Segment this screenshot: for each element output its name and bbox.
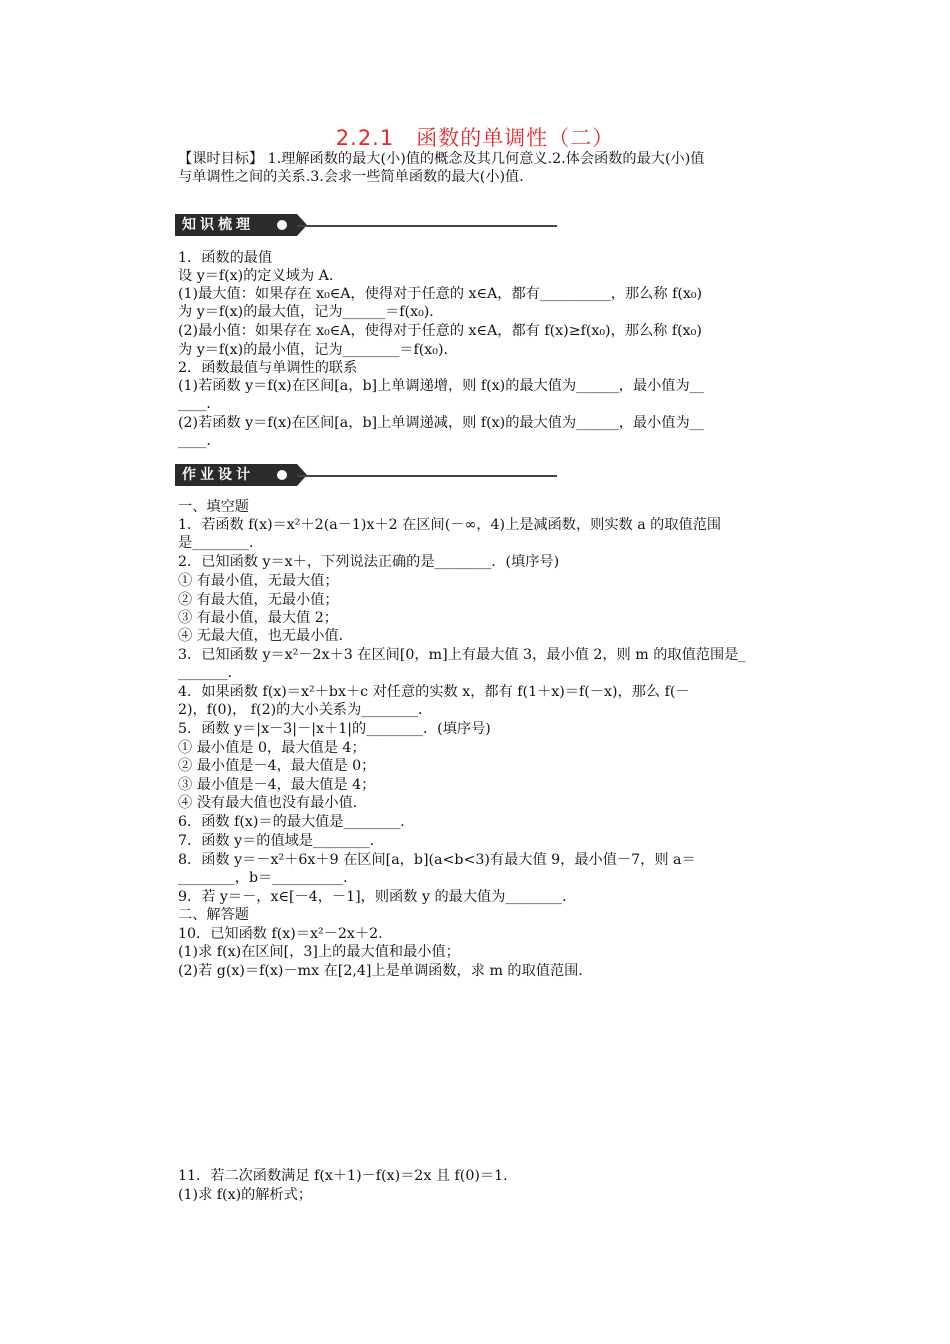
text-line: (2)若函数 y＝f(x)在区间[a，b]上单调递减，则 f(x)的最大值为______，最小值为__ (178, 415, 704, 431)
text-line: 5．函数 y＝|x－3|－|x＋1|的________．(填序号) (178, 721, 491, 737)
text-line: 7．函数 y＝的值域是________． (178, 833, 384, 849)
header-rule (297, 225, 557, 227)
text-line: 11．若二次函数满足 f(x＋1)－f(x)＝2x 且 f(0)＝1. (178, 1168, 508, 1184)
text-line: ____． (178, 396, 221, 412)
text-line: ④ 无最大值，也无最小值． (178, 628, 353, 644)
text-line: 9．若 y＝－，x∈[－4，－1]，则函数 y 的最大值为________． (178, 889, 577, 905)
text-line: 4．如果函数 f(x)＝x²＋bx＋c 对任意的实数 x，都有 f(1＋x)＝f(－x)，那么 f(－ (178, 684, 690, 700)
text-line: ____． (178, 433, 221, 449)
text-line: (2)若 g(x)＝f(x)－mx 在[2,4]上是单调函数，求 m 的取值范围． (178, 963, 593, 979)
text-line: 2．函数最值与单调性的联系 (178, 360, 358, 376)
goals-line-1: 【课时目标】 1.理解函数的最大(小)值的概念及其几何意义.2.体会函数的最大(小)值 (178, 151, 705, 167)
text-line: (1)若函数 y＝f(x)在区间[a，b]上单调递增，则 f(x)的最大值为______，最小值为__ (178, 378, 704, 394)
text-line: 为 y＝f(x)的最大值，记为______＝f(x₀)． (178, 304, 444, 320)
section-header-homework (175, 464, 557, 486)
text-line: (1)求 f(x)在区间[，3]上的最大值和最小值； (178, 944, 460, 960)
text-line: ② 有最大值，无最小值； (178, 592, 339, 608)
text-line: ③ 有最小值，最大值 2； (178, 610, 338, 626)
text-line: ① 有最小值，无最大值； (178, 573, 339, 589)
text-line: 1．若函数 f(x)＝x²＋2(a－1)x＋2 在区间(－∞，4)上是减函数，则实数 a 的取值范围 (178, 517, 722, 533)
header-rule (297, 475, 557, 477)
goals-line-2: 与单调性之间的关系.3.会求一些简单函数的最大(小)值. (178, 169, 524, 185)
text-line: 是________． (178, 535, 264, 551)
text-line: ④ 没有最大值也没有最小值． (178, 795, 367, 811)
text-line: (1)最大值：如果存在 x₀∈A，使得对于任意的 x∈A，都有__________，那么称 f(x₀) (178, 286, 703, 302)
text-line: 2)，f(0)， f(2)的大小关系为________． (178, 702, 433, 718)
text-line: 二、解答题 (178, 907, 249, 923)
section-header-knowledge (175, 214, 557, 236)
text-line: _______． (178, 665, 242, 681)
text-line: 设 y＝f(x)的定义域为 A. (178, 268, 334, 284)
text-line: 为 y＝f(x)的最小值，记为________＝f(x₀)． (178, 342, 458, 358)
section-header-label: 作业设计 (175, 464, 297, 486)
text-line: (2)最小值：如果存在 x₀∈A，使得对于任意的 x∈A，都有 f(x)≥f(x₀)，那么称 f(x₀) (178, 323, 702, 339)
text-line: ① 最小值是 0，最大值是 4； (178, 740, 366, 756)
text-line: 8．函数 y＝－x²＋6x＋9 在区间[a，b](a<b<3)有最大值 9，最小值－7，则 a＝ (178, 852, 696, 868)
text-line: ③ 最小值是－4，最大值是 4； (178, 777, 376, 793)
text-line: ________，b＝__________． (178, 870, 358, 886)
text-line: 3．已知函数 y＝x²－2x＋3 在区间[0，m]上有最大值 3，最小值 2，则 m 的取值范围是_ (178, 647, 746, 663)
text-line: 10．已知函数 f(x)＝x²－2x＋2. (178, 926, 383, 942)
section-header-label: 知识梳理 (175, 214, 297, 236)
page-title: 2.2.1 函数的单调性（二） (335, 126, 615, 150)
text-line: (1)求 f(x)的解析式； (178, 1187, 313, 1203)
bullet-dot-icon (277, 470, 287, 480)
text-line: 一、填空题 (178, 499, 249, 515)
text-line: 1．函数的最值 (178, 250, 273, 266)
text-line: 6．函数 f(x)＝的最大值是________． (178, 814, 415, 830)
text-line: 2．已知函数 y＝x＋，下列说法正确的是________．(填序号) (178, 554, 560, 570)
text-line: ② 最小值是－4，最大值是 0； (178, 758, 376, 774)
bullet-dot-icon (277, 220, 287, 230)
